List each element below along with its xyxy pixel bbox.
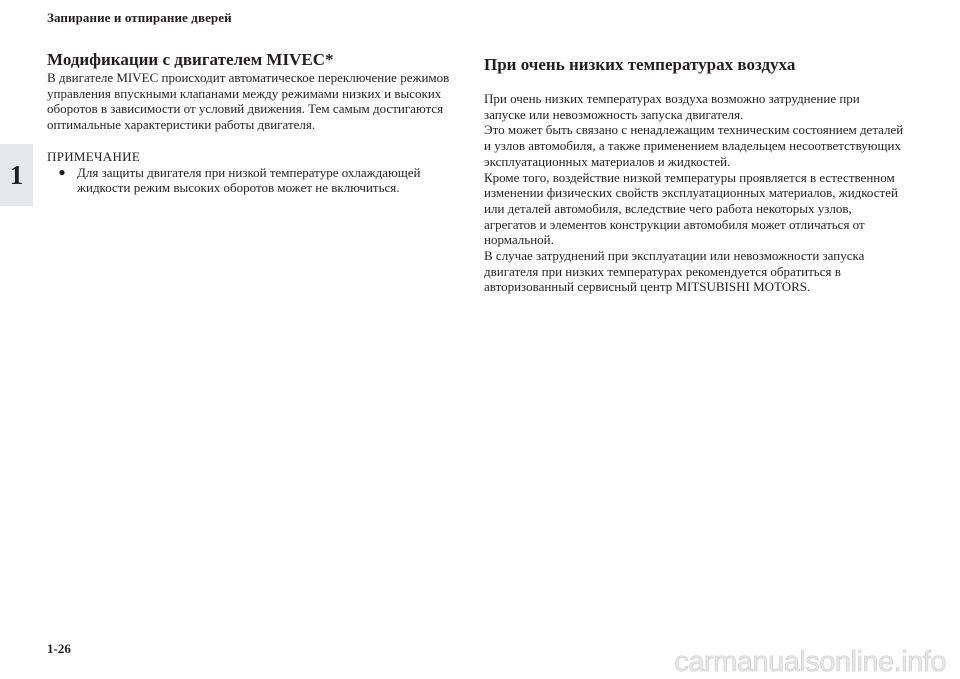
low-temp-paragraph-3: Кроме того, воздействие низкой температуры проявляется в естественном изменении физических свойств эксплуатационных материалов, жидкостей или деталей автомобиля, вследствие чего работа некоторых узлов, агрегатов и элементов конструкции автомобиля может отличаться от нормальной. [484, 169, 898, 248]
page-number: 1-26 [47, 641, 71, 656]
low-temp-paragraph-4: В случае затруднений при эксплуатации или невозможности запуска двигателя при низких температурах рекомендуется обратиться в авторизованный сервисный центр MITSUBISHI MOTORS. [484, 248, 865, 295]
low-temp-paragraph-2: Это может быть связано с ненадлежащим техническим состоянием деталей и узлов автомобиля, а также применением владельцем несоответствующих эксплуатационных материалов и жидкостей. [484, 122, 904, 169]
chapter-number: 1 [9, 159, 24, 190]
section-header-title: Запирание и отпирание дверей [47, 10, 232, 25]
note-item [47, 165, 467, 196]
bullet-icon: ● [58, 164, 66, 179]
right-column [484, 55, 904, 295]
chapter-tab [0, 144, 33, 206]
left-column [47, 50, 467, 196]
low-temp-paragraph-1: При очень низких температурах воздуха возможно затруднение при запуске или невозможность запуска двигателя. [484, 91, 860, 122]
note-label: ПРИМЕЧАНИЕ [47, 148, 141, 164]
mivec-heading: Модификации с двигателем MIVEC* [47, 50, 334, 69]
mivec-paragraph: В двигателе MIVEC происходит автоматическое переключение режимов управления впускными клапанами между режимами низких и высоких оборотов в зависимости от условий движения. Тем самым достигаются оптимальные характеристики работы двигателя. [47, 70, 450, 133]
note-text: Для защиты двигателя при низкой температуре охлаждающей жидкости режим высоких оборотов может не включиться. [77, 164, 421, 196]
watermark: carmanualsonline.info [674, 646, 946, 678]
low-temperature-heading: При очень низких температурах воздуха [484, 55, 796, 74]
